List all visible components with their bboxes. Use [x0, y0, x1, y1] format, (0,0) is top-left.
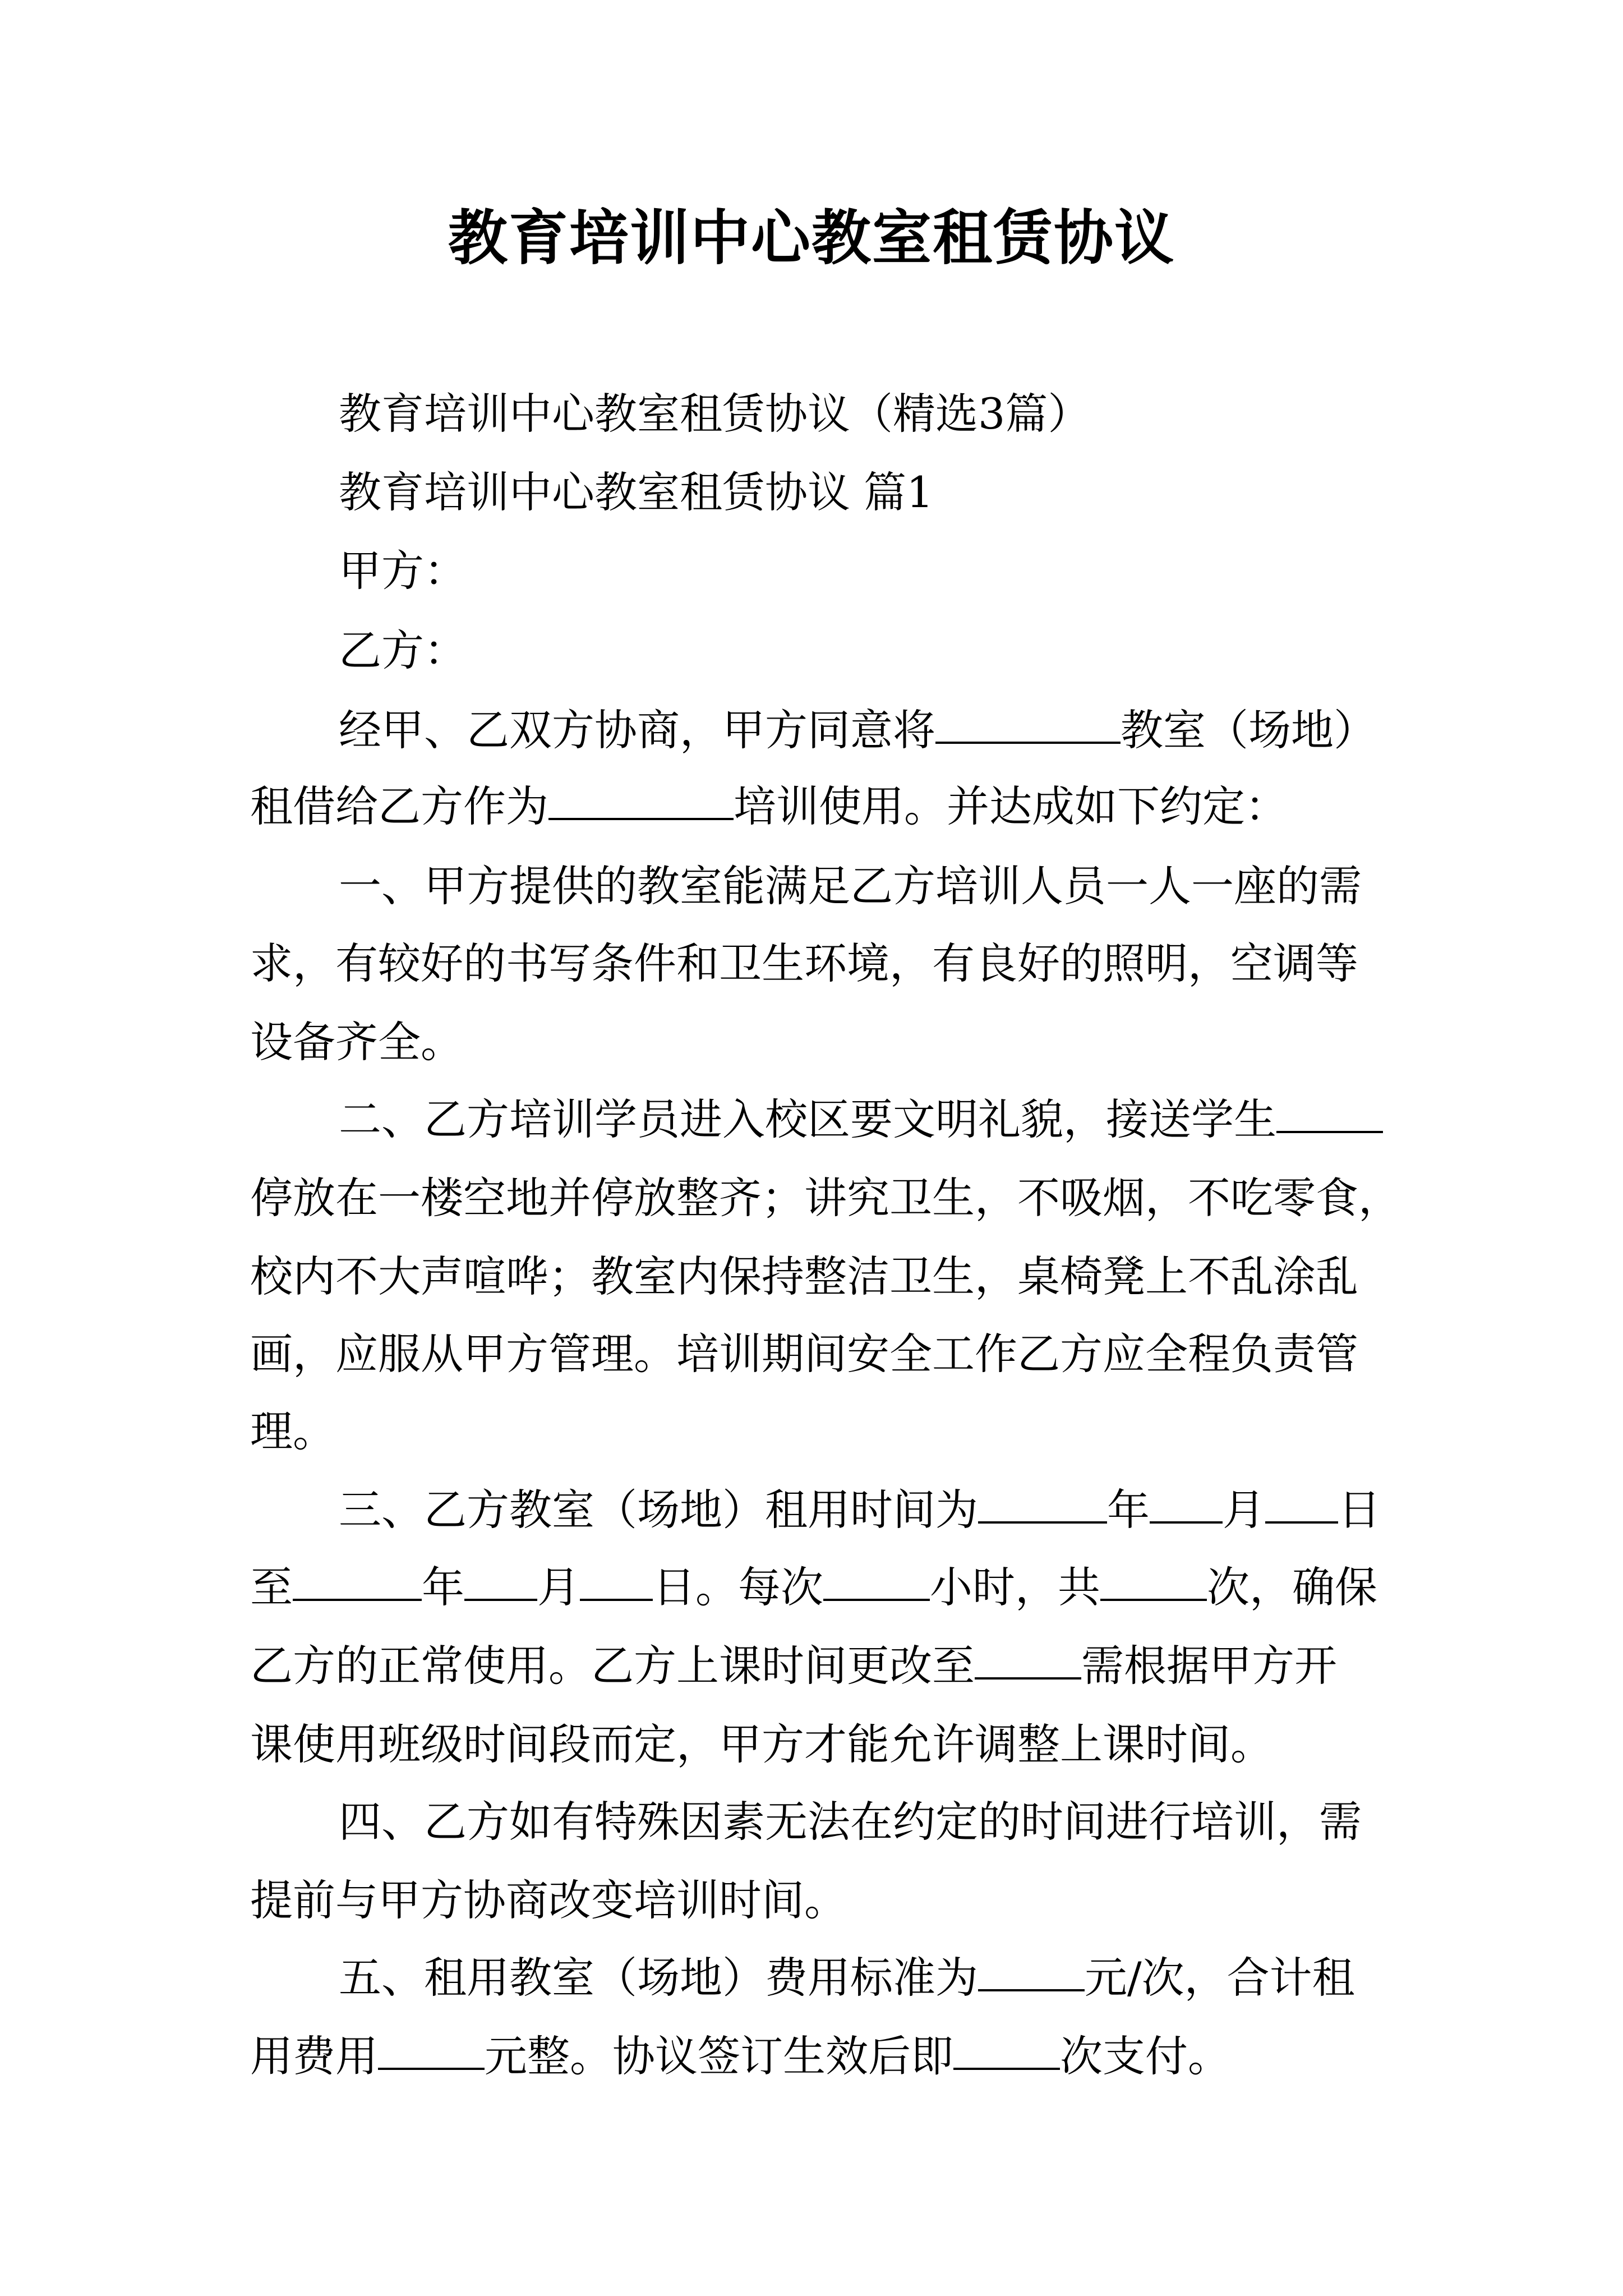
clause-text: 元整。协议签订生效后即 [485, 2031, 953, 2081]
fill-blank [935, 741, 1121, 744]
clause-3-line: 课使用班级时间段而定，甲方才能允许调整上课时间。 [250, 1719, 1273, 1769]
clause-2-line: 校内不大声喧哗；教室内保持整洁卫生，桌椅凳上不乱涂乱 [250, 1251, 1358, 1301]
fill-blank [378, 2067, 485, 2070]
clause-2-line [339, 1092, 1383, 1148]
clause-1-line: 一、甲方提供的教室能满足乙方培训人员一人一座的需 [339, 861, 1362, 911]
intro-text: 租借给乙方作为 [250, 781, 548, 831]
fill-blank [464, 1598, 537, 1601]
clause-text: 月 [537, 1562, 580, 1612]
clause-3-line [250, 1559, 1377, 1616]
intro-line-1 [339, 702, 1376, 758]
clause-text: 日。每次 [653, 1562, 823, 1612]
fill-blank [953, 2067, 1060, 2070]
section-heading: 教育培训中心教室租赁协议 篇1 [339, 467, 934, 517]
clause-text: 至 [250, 1562, 293, 1612]
clause-1-line: 求，有较好的书写条件和卫生环境，有良好的照明，空调等 [250, 938, 1358, 988]
clause-text: 元/次，合计租 [1085, 1953, 1355, 2003]
party-b-label: 乙方： [339, 625, 467, 675]
clause-text: 次，确保 [1207, 1562, 1377, 1612]
clause-text: 五、租用教室（场地）费用标准为 [339, 1953, 978, 2003]
clause-text: 用费用 [250, 2031, 378, 2081]
fill-blank [1100, 1598, 1207, 1601]
clause-text: 二、乙方培训学员进入校区要文明礼貌，接送学生 [339, 1094, 1276, 1144]
clause-5-line [339, 1950, 1355, 2006]
clause-3-line [339, 1482, 1381, 1538]
fill-blank [1265, 1521, 1338, 1524]
clause-text: 需根据甲方开 [1081, 1641, 1337, 1691]
clause-text: 乙方的正常使用。乙方上课时间更改至 [250, 1641, 975, 1691]
fill-blank [293, 1598, 422, 1601]
intro-line-2 [250, 779, 1288, 835]
fill-blank [548, 817, 734, 820]
fill-blank [823, 1598, 930, 1601]
fill-blank [978, 1989, 1085, 1991]
intro-text: 教室（场地） [1121, 705, 1376, 755]
clause-2-line: 停放在一楼空地并停放整齐；讲究卫生，不吸烟，不吃零食， [250, 1173, 1401, 1223]
clause-text: 年 [422, 1562, 464, 1612]
clause-2-line: 理。 [250, 1406, 335, 1456]
clause-text: 年 [1107, 1485, 1150, 1535]
clause-text: 日 [1338, 1485, 1381, 1535]
party-a-label: 甲方： [339, 546, 467, 596]
clause-3-line [250, 1638, 1337, 1694]
document-title: 教育培训中心教室租赁协议 [448, 204, 1175, 273]
clause-text: 月 [1223, 1485, 1265, 1535]
clause-1-line: 设备齐全。 [250, 1017, 463, 1067]
clause-text: 三、乙方教室（场地）租用时间为 [339, 1485, 978, 1535]
clause-4-line: 四、乙方如有特殊因素无法在约定的时间进行培训，需 [339, 1797, 1362, 1847]
clause-2-line: 画，应服从甲方管理。培训期间安全工作乙方应全程负责管 [250, 1329, 1358, 1379]
intro-text: 培训使用。并达成如下约定： [734, 781, 1288, 831]
fill-blank [1276, 1130, 1383, 1133]
clause-4-line: 提前与甲方协商改变培训时间。 [250, 1875, 847, 1925]
clause-text: 小时，共 [930, 1562, 1100, 1612]
intro-text: 经甲、乙双方协商，甲方同意将 [339, 705, 935, 755]
subtitle: 教育培训中心教室租赁协议（精选3篇） [339, 389, 1091, 439]
fill-blank [975, 1677, 1081, 1680]
fill-blank [978, 1521, 1107, 1524]
clause-5-line [250, 2028, 1230, 2085]
fill-blank [1150, 1521, 1223, 1524]
fill-blank [580, 1598, 653, 1601]
clause-text: 次支付。 [1060, 2031, 1230, 2081]
